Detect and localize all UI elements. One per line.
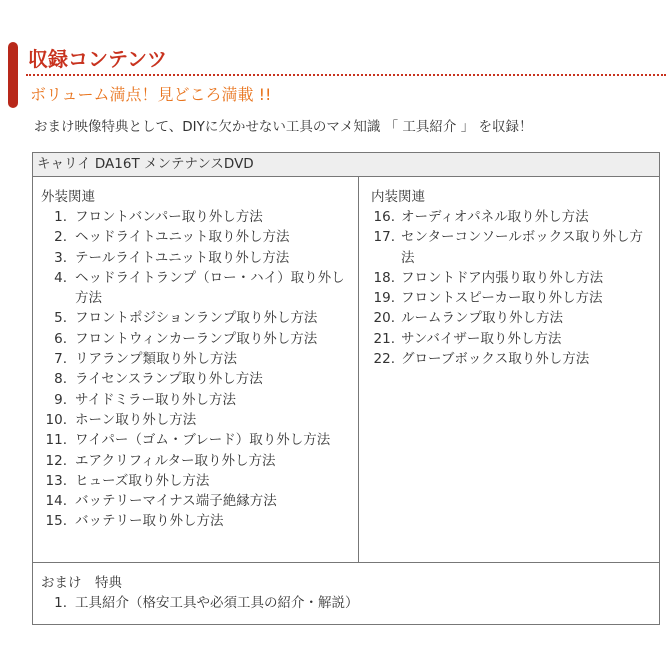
item-text: ヘッドライトユニット取り外し方法 [75,229,290,246]
item-number: 14. [45,493,67,510]
item-number: 1. [54,209,67,225]
item-text: リアランプ類取り外し方法 [75,351,237,368]
exterior-heading: 外装関連 [41,189,95,205]
list-item [41,349,350,369]
list-item [371,288,651,308]
list-item [371,268,651,288]
item-number: 6. [54,330,67,347]
item-number: 12. [45,452,67,469]
item-text: サンバイザー取り外し方法 [401,330,562,347]
item-text: ルームランプ取り外し方法 [401,310,563,327]
item-text: サイドミラー取り外し方法 [75,391,237,408]
interior-column [359,177,659,562]
list-item [41,471,350,491]
list-item [41,268,350,309]
item-text: センターコンソールボックス取り外し方法 [401,229,644,266]
list-item [41,227,350,247]
item-text: グローブボックス取り外し方法 [401,351,590,368]
item-number: 21. [373,330,395,347]
section-subtitle: ボリューム満点！見どころ満載 !! [30,85,272,104]
item-text: ヘッドライトランプ（ロー・ハイ）取り外し方法 [75,269,345,307]
bonus-heading: おまけ 特典 [41,575,122,591]
item-text: ヒューズ取り外し方法 [75,472,210,489]
item-text: 工具紹介（格安工具や必須工具の紹介・解説） [75,595,359,611]
list-item [371,227,651,268]
interior-heading: 内装関連 [371,189,425,205]
exterior-list [41,207,350,532]
item-number: 8. [54,371,67,388]
list-item [41,308,350,328]
bonus-section [33,563,659,613]
item-number: 3. [54,249,67,266]
list-item [371,349,651,369]
item-number: 5. [54,310,67,327]
item-text: エアクリフィルター取り外し方法 [75,452,276,469]
list-item [41,491,350,511]
section-header [4,42,666,108]
item-number: 10. [45,411,67,428]
list-item [41,248,350,268]
item-text: ワイパー（ゴム・ブレード）取り外し方法 [75,432,331,449]
header-accent-bar [8,42,18,108]
item-number: 15. [45,513,67,530]
list-item [371,308,651,328]
item-number: 13. [45,472,67,489]
item-number: 9. [54,391,67,408]
item-text: ライセンスランプ取り外し方法 [75,371,263,388]
list-item [371,329,651,349]
intro-text: おまけ映像特典として、DIYに欠かせない工具のマメ知識 「 工具紹介 」 を収録！ [34,119,533,135]
item-number: 2. [54,229,67,246]
exterior-column [33,177,359,562]
item-text: ホーン取り外し方法 [75,411,197,428]
item-number: 18. [373,269,395,286]
item-text: テールライトユニット取り外し方法 [75,249,290,266]
list-item [371,207,651,227]
section-title: 収録コンテンツ [28,47,167,71]
list-item [41,369,350,389]
item-number: 22. [373,351,395,368]
contents-box [32,152,660,625]
list-item [41,410,350,430]
list-item [41,207,350,227]
list-item [41,329,350,349]
list-item [41,511,350,531]
list-item [41,593,651,613]
list-item [41,451,350,471]
item-number: 7. [54,351,67,368]
dotted-divider [26,74,666,76]
list-item [41,430,350,450]
item-text: バッテリー取り外し方法 [75,513,224,530]
item-text: バッテリーマイナス端子絶縁方法 [75,493,277,510]
item-number: 17. [373,229,395,246]
box-title: キャリイ DA16T メンテナンスDVD [33,153,659,177]
item-number: 11. [45,432,67,449]
item-text: フロントウィンカーランプ取り外し方法 [75,330,318,347]
item-number: 1. [54,595,67,611]
item-number: 20. [373,310,395,327]
item-text: フロントスピーカー取り外し方法 [401,290,603,307]
interior-list [371,207,651,369]
item-text: オーディオパネル取り外し方法 [401,209,589,225]
list-item [41,390,350,410]
item-number: 4. [54,269,67,286]
bonus-list [41,593,651,613]
item-number: 16. [373,209,395,225]
item-text: フロントドア内張り取り外し方法 [401,269,604,286]
item-text: フロントバンパー取り外し方法 [75,209,263,225]
item-number: 19. [373,290,395,307]
item-text: フロントポジションランプ取り外し方法 [75,310,318,327]
